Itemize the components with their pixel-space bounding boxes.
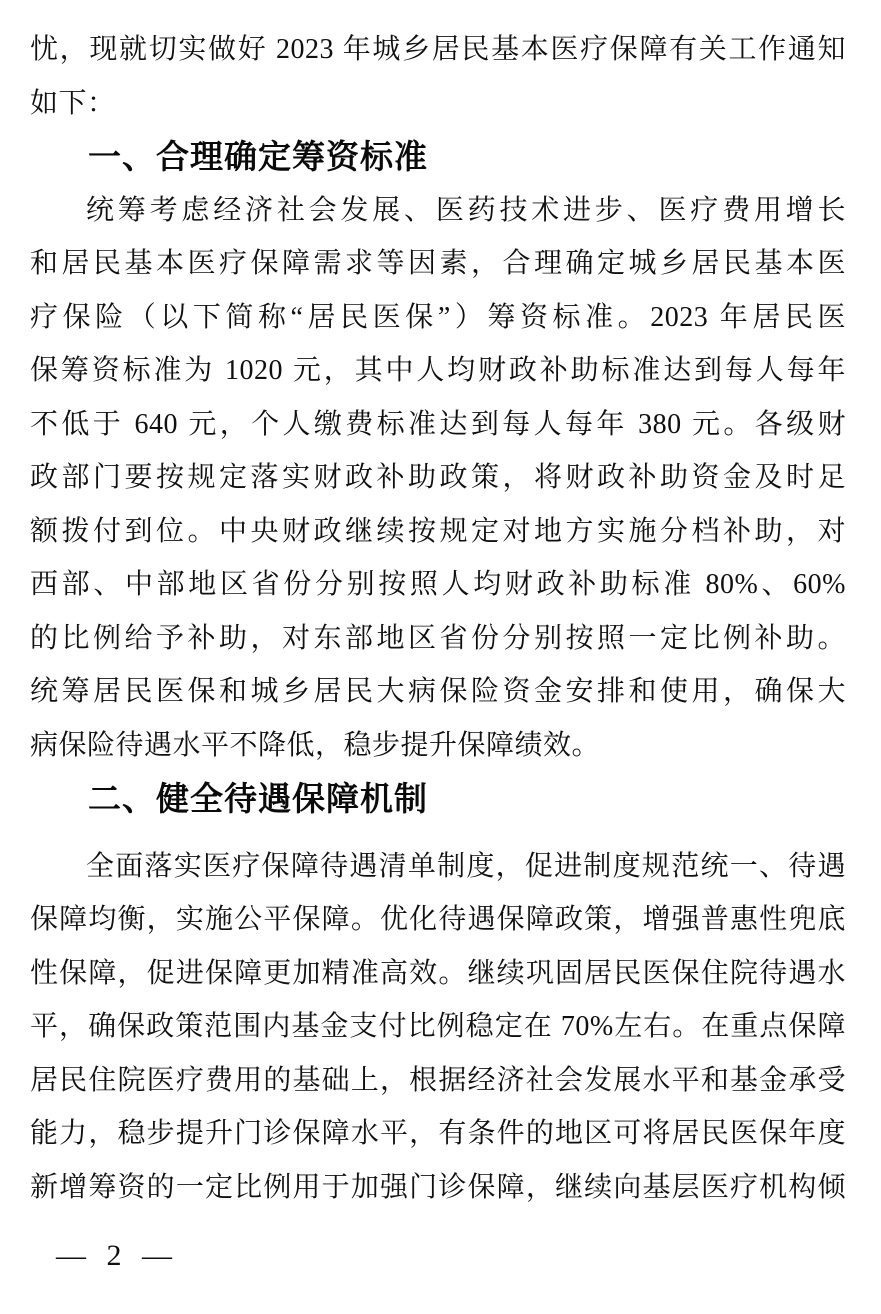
text-line: 额拨付到位。中央财政继续按规定对地方实施分档补助，对 [30, 515, 846, 547]
page-number-footer: — 2 — [56, 1239, 173, 1272]
text-line: 如下： [30, 87, 116, 119]
text-line: 能力，稳步提升门诊保障水平，有条件的地区可将居民医保年度 [30, 1118, 846, 1149]
text-line: 不低于 640 元，个人缴费标准达到每人每年 380 元。各级财 [30, 408, 846, 440]
text-line: 平，确保政策范围内基金支付比例稳定在 70%左右。在重点保障 [30, 1011, 846, 1042]
text-line: 政部门要按规定落实财政补助政策，将财政补助资金及时足 [30, 462, 846, 493]
text-line: 忧，现就切实做好 2023 年城乡居民基本医疗保障有关工作通知 [30, 34, 846, 65]
text-line: 西部、中部地区省份分别按照人均财政补助标准 80%、60% [30, 569, 846, 600]
text-line: 和居民基本医疗保障需求等因素，合理确定城乡居民基本医 [30, 248, 846, 279]
text-line: 性保障，促进保障更加精准高效。继续巩固居民医保住院待遇水 [30, 957, 846, 989]
document-page [30, 23, 846, 1214]
section-heading-2: 二、健全待遇保障机制 [88, 780, 428, 817]
section-heading-1: 一、合理确定筹资标准 [88, 138, 428, 175]
text-line: 全面落实医疗保障待遇清单制度，促进制度规范统一、待遇 [86, 850, 846, 882]
text-line: 疗保险（以下简称“居民医保”）筹资标准。2023 年居民医 [30, 301, 846, 333]
text-line: 统筹考虑经济社会发展、医药技术进步、医疗费用增长 [86, 194, 846, 226]
text-line: 居民住院医疗费用的基础上，根据经济社会发展水平和基金承受 [30, 1064, 846, 1096]
text-line: 新增筹资的一定比例用于加强门诊保障，继续向基层医疗机构倾 [30, 1171, 846, 1203]
text-line: 保筹资标准为 1020 元，其中人均财政补助标准达到每人每年 [30, 355, 846, 386]
text-line: 病保险待遇水平不降低，稳步提升保障绩效。 [30, 729, 601, 761]
text-line: 统筹居民医保和城乡居民大病保险资金安排和使用，确保大 [30, 676, 846, 707]
text-line: 的比例给予补助，对东部地区省份分别按照一定比例补助。 [30, 622, 846, 654]
text-line: 保障均衡，实施公平保障。优化待遇保障政策，增强普惠性兜底 [30, 904, 846, 935]
